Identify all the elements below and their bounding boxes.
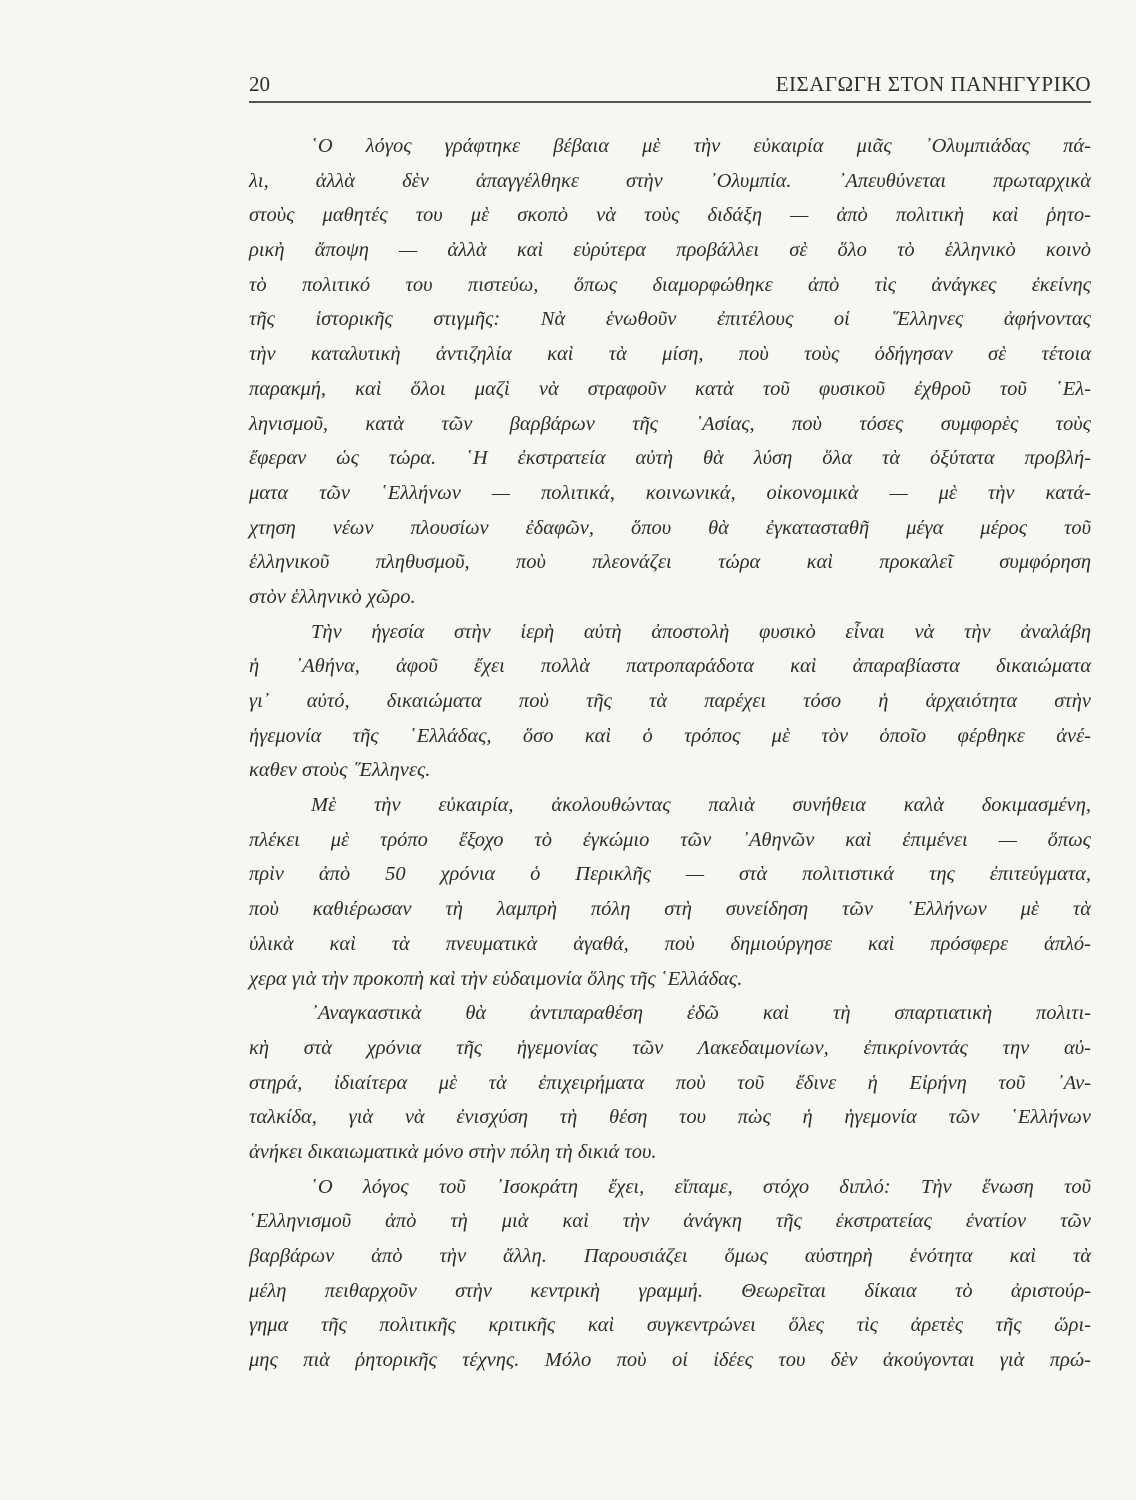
text-line: μης πιὰ ῥητορικῆς τέχνης. Μόλο ποὺ οἱ ἰδέες του δὲν ἀκούγονται γιὰ πρώ- <box>249 1349 1091 1372</box>
text-line: ἔφεραν ὡς τώρα. ῾Η ἐκστρατεία αὐτὴ θὰ λύση ὅλα τὰ ὀξύτατα προβλή- <box>249 447 1091 470</box>
text-line: στηρά, ἰδιαίτερα μὲ τὰ ἐπιχειρήματα ποὺ τοῦ ἔδινε ἡ Εἰρήνη τοῦ ᾿Αν- <box>249 1071 1091 1094</box>
text-line: ἡ ᾿Αθήνα, ἀφοῦ ἔχει πολλὰ πατροπαράδοτα καὶ ἀπαραβίαστα δικαιώματα <box>249 655 1091 678</box>
text-line: ᾿Αναγκαστικὰ θὰ ἀντιπαραθέση ἐδῶ καὶ τὴ σπαρτιατικὴ πολιτι- <box>311 1002 1091 1025</box>
text-line: τὸ πολιτικό του πιστεύω, ὅπως διαμορφώθηκε ἀπὸ τὶς ἀνάγκες ἐκείνης <box>249 273 1091 296</box>
text-line: πλέκει μὲ τρόπο ἔξοχο τὸ ἐγκώμιο τῶν ᾿Αθηνῶν καὶ ἐπιμένει — ὅπως <box>249 828 1091 851</box>
running-head <box>249 70 1091 100</box>
text-line: πρὶν ἀπὸ 50 χρόνια ὁ Περικλῆς — στὰ πολιτιστικά της ἐπιτεύγματα, <box>249 863 1091 886</box>
text-line: χτηση νέων πλουσίων ἐδαφῶν, ὅπου θὰ ἐγκατασταθῆ μέγα μέρος τοῦ <box>249 516 1091 539</box>
text-line: Μὲ τὴν εὐκαιρία, ἀκολουθώντας παλιὰ συνήθεια καλὰ δοκιμασμένη, <box>311 794 1091 817</box>
text-line: ῾Ο λόγος τοῦ ᾿Ισοκράτη ἔχει, εἴπαμε, στόχο διπλό: Τὴν ἕνωση τοῦ <box>311 1175 1091 1198</box>
text-line: ληνισμοῦ, κατὰ τῶν βαρβάρων τῆς ᾿Ασίας, ποὺ τόσες συμφορὲς τοὺς <box>249 412 1091 435</box>
text-line: λι, ἀλλὰ δὲν ἀπαγγέλθηκε στὴν ᾿Ολυμπία. ᾿Απευθύνεται πρωταρχικὰ <box>249 169 1091 192</box>
body-text <box>249 129 1091 1378</box>
text-line: γι᾿ αὐτό, δικαιώματα ποὺ τῆς τὰ παρέχει τόσο ἡ ἀρχαιότητα στὴν <box>249 690 1091 712</box>
text-line: βαρβάρων ἀπὸ τὴν ἄλλη. Παρουσιάζει ὅμως αὐστηρὴ ἑνότητα καὶ τὰ <box>249 1245 1091 1267</box>
text-line: ῾Ο λόγος γράφτηκε βέβαια μὲ τὴν εὐκαιρία μιᾶς ᾿Ολυμπιάδας πά- <box>311 135 1091 157</box>
paragraph <box>249 788 1091 996</box>
paragraph <box>249 1170 1091 1378</box>
page-number: 20 <box>249 72 270 96</box>
text-line: κὴ στὰ χρόνια τῆς ἡγεμονίας τῶν Λακεδαιμονίων, ἐπικρίνοντάς την αὐ- <box>249 1036 1091 1059</box>
text-line: ρικὴ ἄποψη — ἀλλὰ καὶ εὐρύτερα προβάλλει σὲ ὅλο τὸ ἑλληνικὸ κοινὸ <box>249 239 1091 262</box>
text-line: ποὺ καθιέρωσαν τὴ λαμπρὴ πόλη στὴ συνείδηση τῶν ῾Ελλήνων μὲ τὰ <box>249 898 1091 921</box>
text-line: χερα γιὰ τὴν προκοπὴ καὶ τὴν εὐδαιμονία ὅλης τῆς ῾Ελλάδας. <box>249 967 743 990</box>
paragraph <box>249 996 1091 1169</box>
text-line: Τὴν ἡγεσία στὴν ἱερὴ αὐτὴ ἀποστολὴ φυσικὸ εἶναι νὰ τὴν ἀναλάβη <box>311 620 1091 643</box>
text-line: ἀνήκει δικαιωματικὰ μόνο στὴν πόλη τὴ δικιά του. <box>249 1140 657 1163</box>
paragraph <box>249 615 1091 788</box>
text-line: ὑλικὰ καὶ τὰ πνευματικὰ ἀγαθά, ποὺ δημιούργησε καὶ πρόσφερε ἁπλό- <box>249 932 1091 955</box>
text-line: στοὺς μαθητές του μὲ σκοπὸ νὰ τοὺς διδάξη — ἀπὸ πολιτικὴ καὶ ῥητο- <box>249 204 1091 227</box>
text-line: γημα τῆς πολιτικῆς κριτικῆς καὶ συγκεντρώνει ὅλες τὶς ἀρετὲς τῆς ὥρι- <box>249 1314 1091 1337</box>
header-rule <box>249 101 1091 103</box>
text-line: ταλκίδα, γιὰ νὰ ἐνισχύση τὴ θέση του πὼς ἡ ἡγεμονία τῶν ῾Ελλήνων <box>249 1106 1091 1129</box>
text-line: καθεν στοὺς ῞Ελληνες. <box>249 759 431 782</box>
text-line: τὴν καταλυτικὴ ἀντιζηλία καὶ τὰ μίση, ποὺ τοὺς ὁδήγησαν σὲ τέτοια <box>249 343 1091 366</box>
paragraph <box>249 129 1091 615</box>
text-line: ματα τῶν ῾Ελλήνων — πολιτικά, κοινωνικά, οἰκονομικὰ — μὲ τὴν κατά- <box>249 481 1091 504</box>
text-line: ἡγεμονία τῆς ῾Ελλάδας, ὅσο καὶ ὁ τρόπος μὲ τὸν ὁποῖο φέρθηκε ἀνέ- <box>249 724 1091 747</box>
text-line: μέλη πειθαρχοῦν στὴν κεντρικὴ γραμμή. Θεωρεῖται δίκαια τὸ ἀριστούρ- <box>249 1279 1091 1302</box>
running-title: ΕΙΣΑΓΩΓΗ ΣΤΟΝ ΠΑΝΗΓΥΡΙΚΟ <box>775 72 1091 96</box>
text-line: ῾Ελληνισμοῦ ἀπὸ τὴ μιὰ καὶ τὴν ἀνάγκη τῆς ἐκστρατείας ἐνατίον τῶν <box>249 1210 1091 1233</box>
text-line: στὸν ἑλληνικὸ χῶρο. <box>249 585 416 608</box>
text-line: παρακμή, καὶ ὅλοι μαζὶ νὰ στραφοῦν κατὰ τοῦ φυσικοῦ ἐχθροῦ τοῦ ῾Ελ- <box>249 377 1091 400</box>
text-line: τῆς ἱστορικῆς στιγμῆς: Νὰ ἑνωθοῦν ἐπιτέλους οἱ ῞Ελληνες ἀφήνοντας <box>249 308 1091 331</box>
text-line: ἑλληνικοῦ πληθυσμοῦ, ποὺ πλεονάζει τώρα καὶ προκαλεῖ συμφόρηση <box>249 551 1091 574</box>
